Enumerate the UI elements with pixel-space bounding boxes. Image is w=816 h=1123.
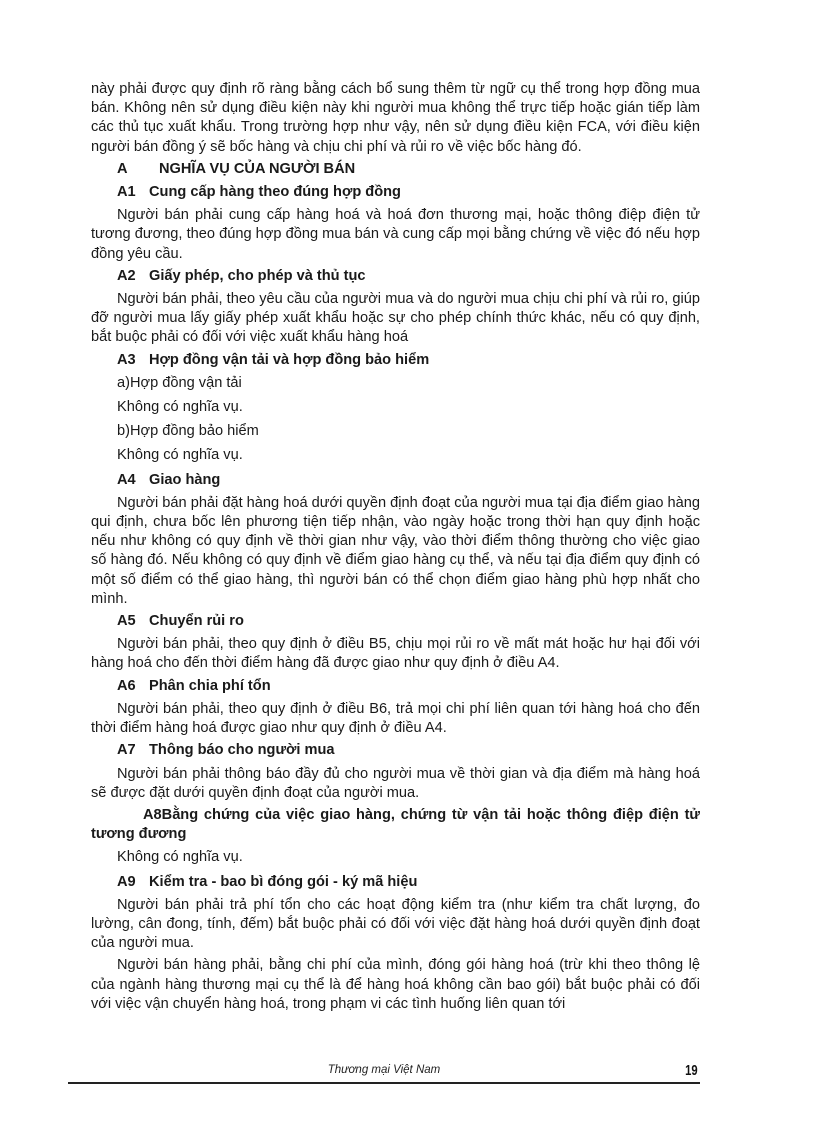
heading-a2-number: A2 <box>117 267 136 284</box>
section-title: NGHĨA VỤ CỦA NGƯỜI BÁN <box>159 160 356 177</box>
heading-a5-number: A5 <box>117 613 136 630</box>
heading-a5 <box>117 612 700 631</box>
footer-title: Thương mại Việt Nam <box>327 1064 441 1076</box>
section-heading <box>117 160 700 179</box>
a7-paragraph: Người bán phải thông báo đầy đủ cho người mua về thời gian và địa điểm mà hàng hoá sẽ được đặt dưới quyền định đoạt của người mua. <box>91 765 700 801</box>
heading-a4 <box>117 471 700 490</box>
heading-a7-title: Thông báo cho người mua <box>149 742 335 759</box>
heading-a9-number: A9 <box>117 873 136 890</box>
a3-line-3: b)Hợp đồng bảo hiểm <box>117 423 259 440</box>
heading-a9-title: Kiểm tra - bao bì đóng gói - ký mã hiệu <box>149 873 418 890</box>
a6-paragraph: Người bán phải, theo quy định ở điều B6, trả mọi chi phí liên quan tới hàng hoá cho đến thời điểm hàng hoá được giao như quy định ở điều A4. <box>91 700 700 737</box>
a8-line-1: Không có nghĩa vụ. <box>117 849 243 866</box>
heading-a9 <box>117 873 700 892</box>
heading-a1 <box>117 183 700 202</box>
heading-a3 <box>117 351 700 370</box>
heading-a5-title: Chuyển rủi ro <box>149 613 244 630</box>
heading-a1-title: Cung cấp hàng theo đúng hợp đồng <box>149 184 401 201</box>
heading-a7 <box>117 741 700 760</box>
page-content <box>91 80 700 1017</box>
heading-a6 <box>117 677 700 696</box>
a1-paragraph: Người bán phải cung cấp hàng hoá và hoá đơn thương mại, hoặc thông điệp điện tử tương đương, theo đúng hợp đồng mua bán và cung cấp mọi bằng chứng về việc đó nếu hợp đồng yêu cầu. <box>91 207 700 262</box>
a9-paragraph-2: Người bán hàng phải, bằng chi phí của mình, đóng gói hàng hoá (trừ khi theo thông lệ của ngành hàng thương mại cụ thể là để hàng hoá không cần bao gói) bắt buộc phải có đối với việc vận chuyển hàng hoá, trong phạm vi các tình huống liên quan tới <box>91 957 700 1012</box>
heading-a8-number: A8 <box>143 806 162 823</box>
a3-line-1: a)Hợp đồng vận tải <box>117 374 242 391</box>
heading-a2-title: Giấy phép, cho phép và thủ tục <box>149 267 366 284</box>
heading-a3-number: A3 <box>117 351 136 368</box>
a4-paragraph: Người bán phải đặt hàng hoá dưới quyền định đoạt của người mua tại địa điểm giao hàng qui định, chưa bốc lên phương tiện tiếp nhận, vào ngày hoặc trong thời hạn quy định hoặc nếu như không có quy định về thời gian như vậy, vào thời điểm thông thường cho việc giao số hàng đó. Nếu không có quy định về điểm giao hàng cụ thể, và nếu tại địa điểm quy định có một số điểm có thể giao hàng, thì người bán có thể chọn điểm giao hàng phù hợp nhất cho mình. <box>91 494 700 607</box>
heading-a3-title: Hợp đồng vận tải và hợp đồng bảo hiểm <box>149 351 430 368</box>
heading-a7-number: A7 <box>117 742 136 759</box>
heading-a8 <box>91 806 700 844</box>
section-number: A <box>117 160 128 177</box>
a5-paragraph: Người bán phải, theo quy định ở điều B5, chịu mọi rủi ro về mất mát hoặc hư hại đối với hàng hoá cho đến thời điểm hàng đã được giao như quy định ở điều A4. <box>91 636 700 672</box>
a9-paragraph-1: Người bán phải trả phí tổn cho các hoạt động kiểm tra (như kiểm tra chất lượng, đo lường, cân đong, tính, đếm) bắt buộc phải có đối với việc đặt hàng hoá dưới quyền định đoạt của người mua. <box>91 896 700 952</box>
page-footer <box>68 1062 700 1084</box>
heading-a6-number: A6 <box>117 677 136 694</box>
heading-a2 <box>117 267 700 286</box>
a3-line-2: Không có nghĩa vụ. <box>117 399 243 416</box>
heading-a8-title: Bằng chứng của việc giao hàng, chứng từ vận tải hoặc thông điệp điện tử tương đương <box>91 806 700 843</box>
page-number: 19 <box>685 1062 698 1079</box>
heading-a1-number: A1 <box>117 184 136 201</box>
intro-paragraph: này phải được quy định rõ ràng bằng cách bổ sung thêm từ ngữ cụ thể trong hợp đồng mua bán. Không nên sử dụng điều kiện này khi người mua không thể trực tiếp hoặc gián tiếp làm các thủ tục xuất khẩu. Trong trường hợp như vậy, nên sử dụng điều kiện FCA, với điều kiện người bán đồng ý sẽ bốc hàng và chịu chi phí và rủi ro về việc bốc hàng đó. <box>91 81 700 155</box>
a2-paragraph: Người bán phải, theo yêu cầu của người mua và do người mua chịu chi phí và rủi ro, giúp đỡ người mua lấy giấy phép xuất khẩu hoặc sự cho phép chính thức khác, nếu có quy định, bắt buộc phải có đối với việc xuất khẩu hàng hoá <box>91 291 700 346</box>
heading-a4-number: A4 <box>117 471 136 488</box>
heading-a6-title: Phân chia phí tổn <box>149 677 271 694</box>
heading-a4-title: Giao hàng <box>149 471 221 488</box>
a3-line-4: Không có nghĩa vụ. <box>117 447 243 464</box>
